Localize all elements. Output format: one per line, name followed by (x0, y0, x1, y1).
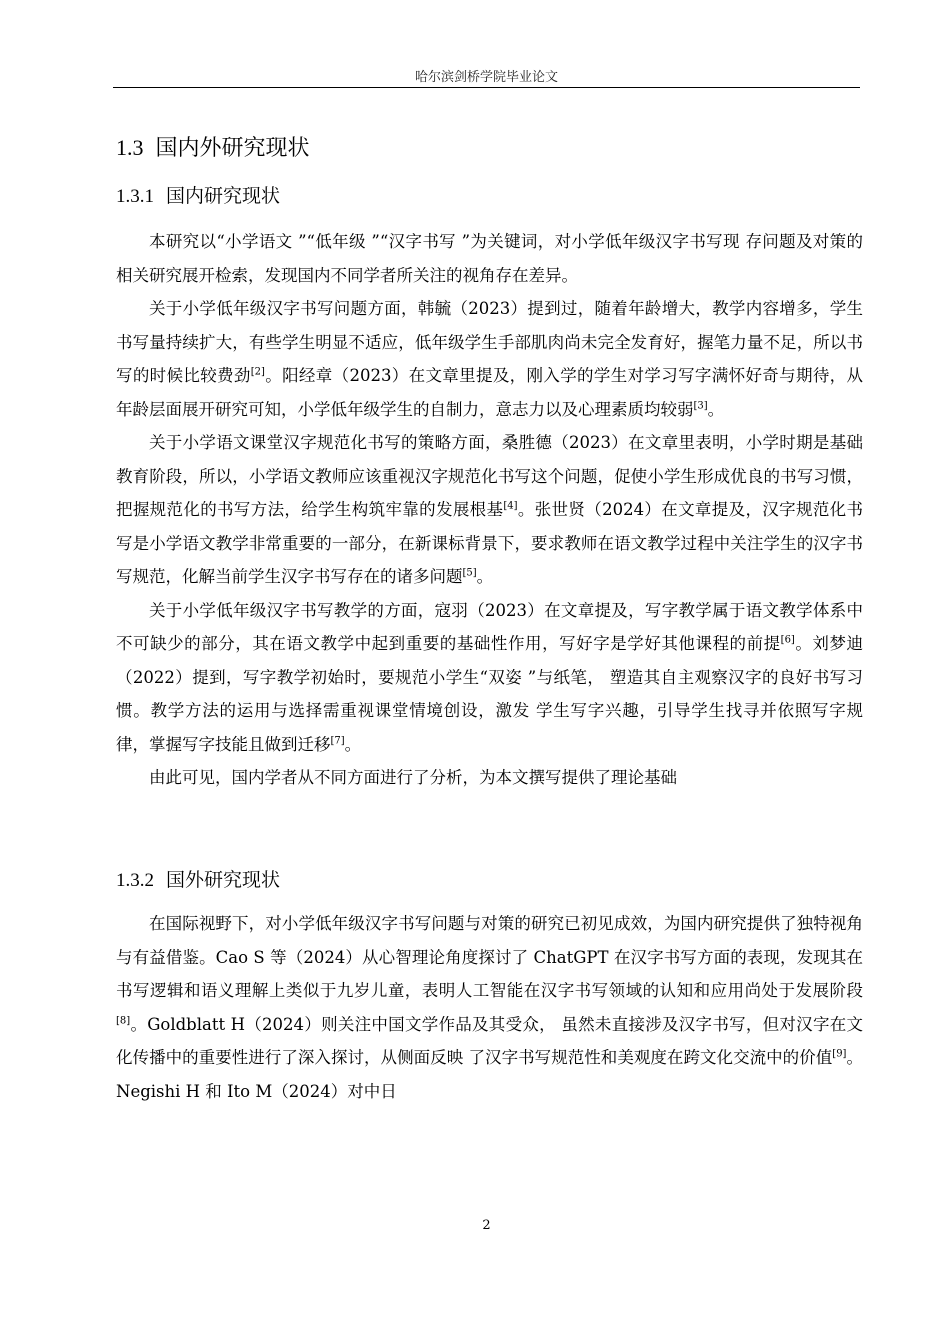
page-number: 2 (482, 1218, 491, 1233)
subsection-number: 1.3.1 (116, 186, 154, 207)
citation-6: [6] (780, 634, 795, 646)
subsection-heading-domestic (116, 182, 280, 211)
header-rule (113, 87, 860, 88)
paragraph-4-text-2: 。刘梦迪（2022）提到，写字教学初始时，要规范小学生“双姿 ”与纸笔， 塑造其自主观察汉字的良好书写习惯。教学方法的运用与选择需重视课堂情境创设，激发 学生写字兴趣，引导学生找寻并依照写字规律，掌握写字技能且做到迁移 (116, 634, 864, 754)
paragraph-4-text-1: 关于小学低年级汉字书写教学的方面，寇羽（2023）在文章提及，写字教学属于语文教学体系中不可缺少的部分，其在语文教学中起到重要的基础性作用，写好字是学好其他课程的前提 (116, 600, 863, 653)
paragraph-2 (116, 292, 863, 426)
paragraph-3-text-2: 。张世贤（2024）在文章提及，汉字规范化书写是小学语文教学非常重要的一部分，在新课标背景下，要求教师在语文教学过程中关注学生的汉字书写规范，化解当前学生汉字书写存在的诸多问题 (116, 500, 864, 586)
subsection-heading-foreign (116, 866, 280, 895)
section-heading (116, 132, 310, 165)
paragraph-2-text-2: 。阳经章（2023）在文章里提及，刚入学的学生对学习写字满怀好奇与期待，从年龄层面展开研究可知，小学低年级学生的自制力，意志力以及心理素质均较弱 (116, 366, 863, 419)
paragraph-2-text-3: 。 (707, 399, 725, 419)
subsection-title: 国外研究现状 (166, 869, 281, 891)
domestic-body (116, 225, 863, 795)
citation-8: [8] (116, 1015, 131, 1026)
paragraph-3-text-3: 。 (476, 567, 494, 586)
subsection-number: 1.3.2 (116, 870, 154, 891)
citation-3: [3] (693, 400, 708, 411)
paragraph-5: 由此可见，国内学者从不同方面进行了分析，为本文撰写提供了理论基础 (149, 768, 677, 787)
subsection-title: 国内研究现状 (166, 185, 281, 207)
paragraph-3-text-1: 关于小学语文课堂汉字规范化书写的策略方面，桑胜德（2023）在文章里表明，小学时期是基础教育阶段，所以，小学语文教师应该重视汉字规范化书写这个问题，促使小学生形成优良的书写习惯，把握规范化的书写方法，给学生构筑牢靠的发展根基 (116, 433, 863, 519)
paragraph-4-text-3: 。 (344, 734, 362, 754)
citation-7: [7] (330, 735, 345, 746)
paragraph-6-text-2: 。Goldblatt H（2024）则关注中国文学作品及其受众， 虽然未直接涉及汉字书写，但对汉字在文化传播中的重要性进行了深入探讨，从侧面反映 了汉字书写规范性和美观度在跨文化交流中的价值 (116, 1014, 863, 1067)
citation-4: [4] (503, 500, 518, 512)
paragraph-6-text-1: 在国际视野下，对小学低年级汉字书写问题与对策的研究已初见成效，为国内研究提供了独特视角与有益借鉴。Cao S 等（2024）从心智理论角度探讨了 ChatGPT 在汉字书写方面的表现，发现其在书写逻辑和语义理解上类似于九岁儿童，表明人工智能在汉字书写领域的认知和应用尚处于发展阶段 (116, 914, 863, 1000)
foreign-body (116, 907, 863, 1108)
section-title: 国内外研究现状 (155, 136, 310, 161)
citation-9: [9] (832, 1048, 847, 1060)
running-header: 哈尔滨剑桥学院毕业论文 (414, 70, 558, 85)
section-number: 1.3 (116, 135, 144, 160)
citation-2: [2] (250, 366, 265, 378)
paragraph-6-text-3: 。Negishi H 和 Ito M（2024）对中日 (116, 1048, 864, 1101)
paragraph-2-text-1: 关于小学低年级汉字书写问题方面，韩毓（2023）提到过，随着年龄增大，教学内容增多，学生书写量持续扩大，有些学生明显不适应，低年级学生手部肌肉尚未完全发育好，握笔力量不足，所以书写的时候比较费劲 (116, 299, 863, 385)
citation-5: [5] (462, 567, 477, 579)
paragraph-1: 本研究以“小学语文 ”“低年级 ”“汉字书写 ”为关键词，对小学低年级汉字书写现 存问题及对策的相关研究展开检索，发现国内不同学者所关注的视角存在差异。 (116, 232, 863, 285)
paragraph-4 (116, 594, 863, 762)
paragraph-6 (116, 907, 863, 1108)
paragraph-3 (116, 426, 863, 594)
